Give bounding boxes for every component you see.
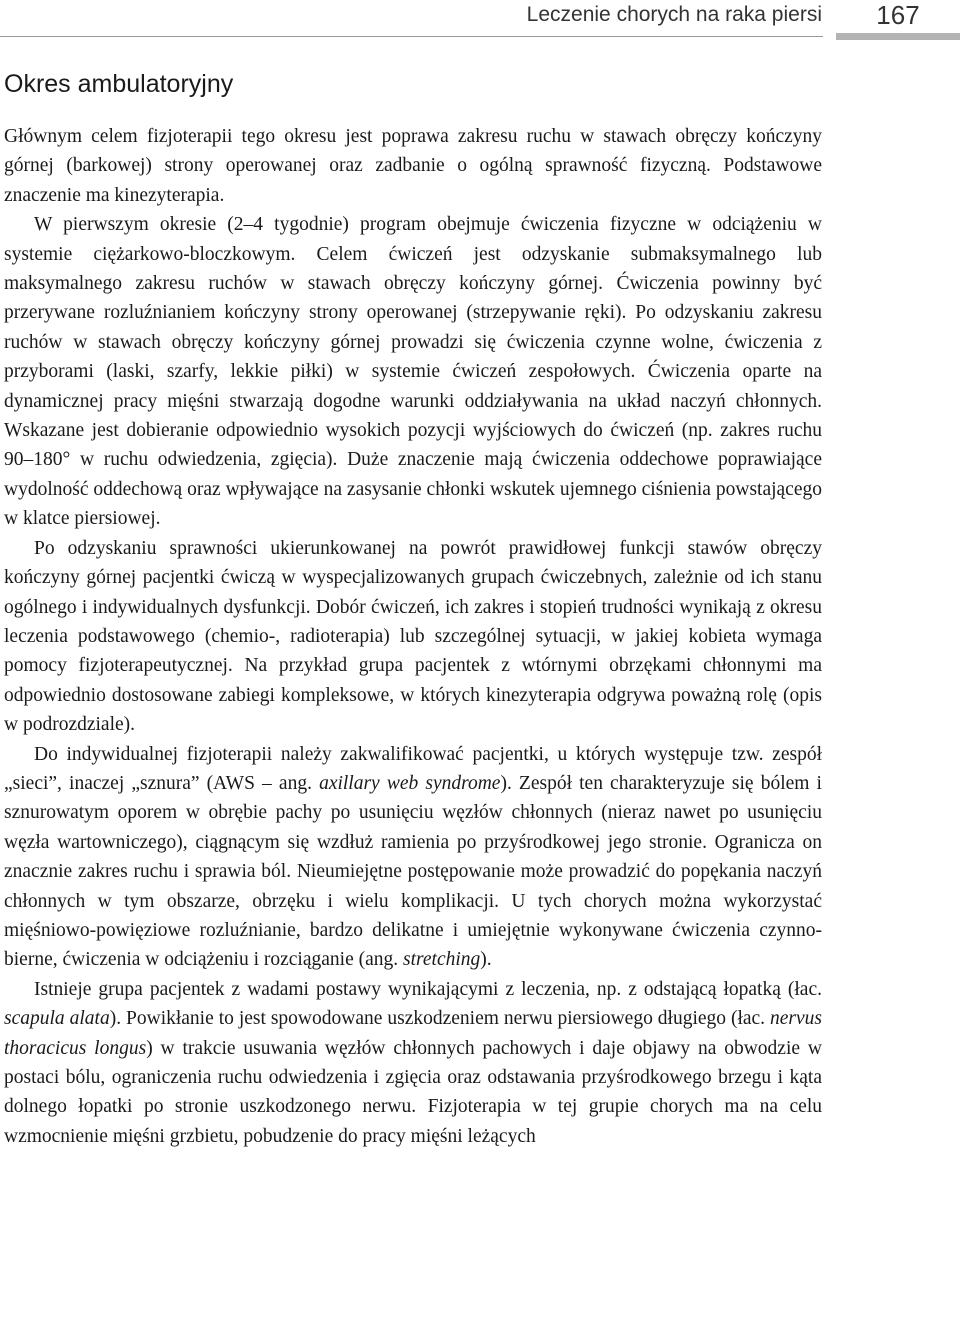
paragraph [4,740,822,975]
paragraph-text: Istnieje grupa pacjentek z wadami postawy wynikającymi z leczenia, np. z odstającą łopatką (łac. [34,978,822,1000]
paragraph-text: Głównym celem fizjoterapii tego okresu jest poprawa zakresu ruchu w stawach obręczy kończyny górnej (barkowej) strony operowanej oraz zadbanie o ogólną sprawność fizyczną. Podstawowe znaczenie ma kinezyterapia. [4,126,822,206]
latin-term: scapula alata [4,1008,110,1030]
paragraph [4,534,822,740]
paragraph [4,210,822,533]
paragraph-text: ). Zespół ten charakteryzuje się bólem i sznurowatym oporem w obrębie pachy po usunięciu węzłów chłonnych (nieraz nawet po usunięciu węzła wartowniczego), ciągnącym się wzdłuż ramienia po przyśrodkowej jego stronie. Ogranicza on znacznie zakres ruchu i sprawia ból. Nieumiejętne postępowanie może prowadzić do popękania naczyń chłonnych w tym obszarze, obrzęku i wielu komplikacji. U tych chorych można wykorzystać mięśniowo-powięziowe rozluźnianie, bardzo delikatne i umiejętnie wykonywane ćwiczenia czynno-bierne, ćwiczenia w odciążeniu i rozciąganie (ang. [4,772,822,971]
body-text [4,122,822,1151]
paragraph-text: W pierwszym okresie (2–4 tygodnie) program obejmuje ćwiczenia fizyczne w odciążeniu w systemie ciężarkowo-bloczkowym. Celem ćwiczeń jest odzyskanie submaksymalnego lub maksymalnego zakresu ruchów w stawach obręczy kończyny górnej. Ćwiczenia powinny być przerywane rozluźnianiem kończyny strony operowanej (strzepywanie ręki). Po odzyskaniu zakresu ruchów w stawach obręczy kończyny górnej prowadzi się ćwiczenia czynne wolne, ćwiczenia z przyborami (laski, szarfy, lekkie piłki) w systemie ćwiczeń zespołowych. Ćwiczenia oparte na dynamicznej pracy mięśni stwarzają dogodne warunki oddziaływania na układ naczyń chłonnych. Wskazane jest dobieranie odpowiednio wysokich pozycji wyjściowych do ćwiczeń (np. zakres ruchu 90–180° w ruchu odwiedzenia, zgięcia). Duże znaczenie mają ćwiczenia oddechowe poprawiające wydolność oddechową oraz wpływające na zasysanie chłonki wskutek ujemnego ciśnienia powstającego w klatce piersiowej. [4,214,822,530]
latin-term: stretching [403,949,481,971]
running-title: Leczenie chorych na raka piersi [526,3,822,26]
paragraph-text: Po odzyskaniu sprawności ukierunkowanej na powrót prawidłowej funkcji stawów obręczy kończyny górnej pacjentki ćwiczą w wyspecjalizowanych grupach ćwiczebnych, zależnie od ich stanu ogólnego i indywidualnych dysfunkcji. Dobór ćwiczeń, ich zakres i stopień trudności wynikają z okresu leczenia podstawowego (chemio-, radioterapia) lub szczególnej sytuacji, w jakiej kobieta wymaga pomocy fizjoterapeutycznej. Na przykład grupa pacjentek z wtórnymi obrzękami chłonnymi ma odpowiednio dostosowane zabiegi kompleksowe, w których kinezyterapia odgrywa poważną rolę (opis w podrozdziale). [4,537,822,736]
section-title: Okres ambulatoryjny [4,70,234,98]
paragraph-text: ). Powikłanie to jest spowodowane uszkodzeniem nerwu piersiowego długiego (łac. [109,1008,771,1030]
latin-term: axillary web syndrome [319,772,501,794]
page-number: 167 [876,0,920,30]
paragraph-text: ) w trakcie usuwania węzłów chłonnych pachowych i daje objawy na obwodzie w postaci bólu, ograniczenia ruchu odwiedzenia i zgięcia oraz odstawania przyśrodkowego brzegu i kąta dolnego łopatki po stronie uszkodzonego nerwu. Fizjoterapia w tej grupie chorych ma na celu wzmocnienie mięśni grzbietu, pobudzenie do pracy mięśni leżących [4,1037,822,1147]
page-header [0,0,960,40]
paragraph-text: Do indywidualnej fizjoterapii należy zakwalifikować pacjentki, u których występuje tzw. zespół „sieci”, inaczej „sznura” (AWS – ang. [4,743,822,794]
header-rule [0,36,823,37]
paragraph-text: ). [480,949,492,971]
paragraph [4,122,822,210]
latin-term: nervus thoracicus longus [4,1008,823,1059]
header-page-bar [836,33,960,40]
paragraph [4,975,822,1151]
